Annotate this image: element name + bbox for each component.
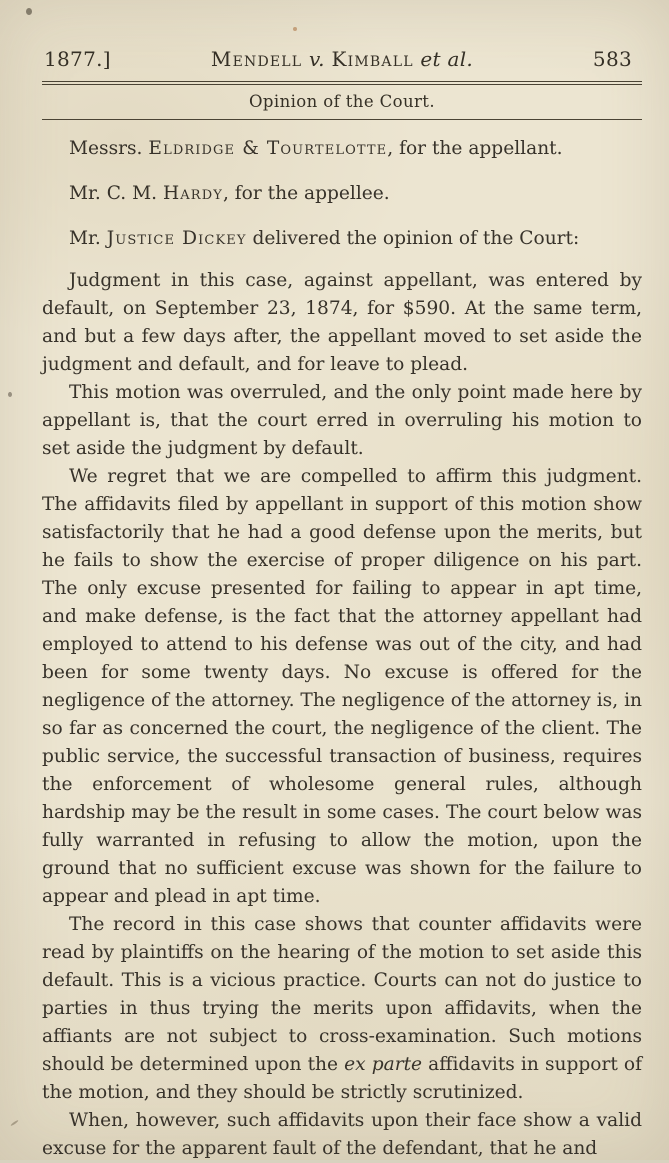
opinion-body [42,135,642,1163]
appearance-suffix: , for the appellant. [387,138,563,159]
paragraph-2: This motion was overruled, and the only point made here by appellant is, that the court erred in overruling his motion to set aside the judgment by default. [42,382,642,459]
single-rule [42,119,642,120]
ex-parte-phrase: ex parte [344,1054,423,1075]
paper-speck [26,8,32,15]
paragraph-3: We regret that we are compelled to affirm this judgment. The affidavits filed by appellant in support of this motion show satisfactorily that he had a good defense upon the merits, but he fails to show the exercise of proper diligence on his part. The only excuse presented for failing to appear in apt time, and make defense, is the fact that the attorney appellant had employed to attend to his defense was out of the city, and had been for some twenty days. No excuse is offered for the negligence of the attorney. The negligence of the attorney is, in so far as concerned the court, the negligence of the client. The public service, the successful transaction of business, requires the enforcement of wholesome general rules, although hardship may be the result in some cases. The court below was fully warranted in refusing to allow the motion, upon the ground that no sufficient excuse was shown for the failure to appear and plead in apt time. [42,466,642,907]
case-title-versus: v. [302,47,332,71]
case-title [42,47,642,71]
case-title-plaintiff: Mendell [210,47,303,71]
paragraph-4-text: affidavits in support of the motion, and they should be strictly scrutinized. [42,1054,642,1103]
paper-speck [8,392,12,397]
justice-name: Justice Dickey [106,228,247,249]
case-title-defendant: Kimball [331,47,414,71]
case-title-etal: et al. [413,47,474,71]
appearance-prefix: Mr. C. M. [69,183,163,204]
paragraph-4-text: The record in this case shows that counter affidavits were read by plaintiffs on the hearing of the motion to set aside this default. This is a vicious practice. Courts can not do justice to parties in thus trying the merits upon affidavits, when the affiants are not subject to cross-examination. Such motions should be determined upon the [42,914,642,1075]
counsel-names: Hardy [162,183,223,204]
year-label: 1877.] [44,47,111,71]
appearance-prefix: Messrs. [69,138,149,159]
section-heading: Opinion of the Court. [249,92,435,111]
delivery-prefix: Mr. [69,228,107,249]
paragraph-1: Judgment in this case, against appellant, was entered by default, on September 23, 1874, for $590. At the same term, and but a few days after, the appellant moved to set aside the judgment and default, and for leave to plead. [42,270,642,375]
appearance-appellee [42,180,642,208]
running-head [42,0,642,72]
delivery-suffix: delivered the opinion of the Court: [246,228,580,249]
counsel-names: Eldridge & Tourtelotte [148,138,388,159]
appearance-appellant [42,135,642,163]
opinion-delivery-line [42,225,642,253]
paper-speck [10,1120,19,1127]
paragraph-4 [42,911,642,1107]
paragraph-5: When, however, such affidavits upon their face show a valid excuse for the apparent fault of the defendant, that he and [42,1110,642,1159]
page-content [42,0,642,1163]
page-number: 583 [592,47,632,71]
appearance-suffix: , for the appellee. [222,183,390,204]
